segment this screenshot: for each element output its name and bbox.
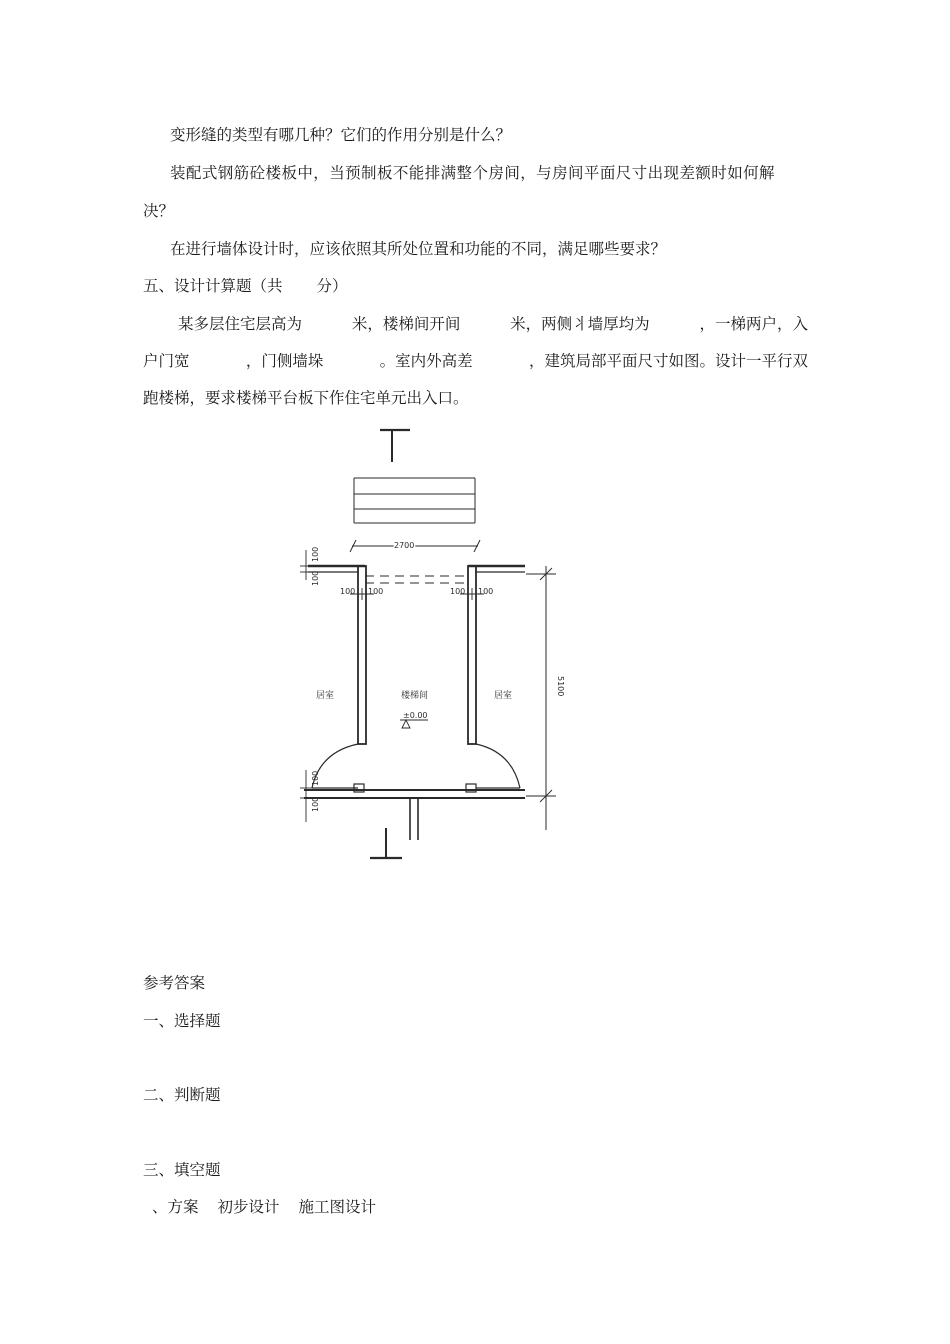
section-5-heading-text: 五、设计计算题（共	[143, 277, 283, 295]
dim-100-label: 100	[368, 587, 384, 596]
problem-text: ，一梯两户，入	[699, 315, 808, 333]
answer-text: 施工图设计	[298, 1198, 377, 1216]
answer-text: 、方案	[152, 1198, 199, 1216]
answers-fill-blank-item-1	[152, 1196, 376, 1218]
problem-text: 某多层住宅层高为	[178, 315, 303, 333]
dim-100-label: 100	[311, 796, 320, 812]
problem-text: 户门宽	[143, 352, 190, 370]
dim-100-label: 100	[311, 770, 320, 786]
question-precast-slab-text: 装配式钢筋砼楼板中，当预制板不能排满整个房间，与房间平面尺寸出现差额时如何解	[170, 164, 775, 182]
answers-section-choice: 一、选择题	[143, 1012, 221, 1030]
problem-text: ，门侧墙垛	[245, 352, 324, 370]
dim-2700-label: 2700	[394, 541, 415, 550]
dim-100-label: 100	[311, 546, 320, 562]
section-5-heading-score: 分）	[316, 277, 348, 295]
problem-text: 。室内外高差	[379, 352, 473, 370]
problem-text: 米，两侧丬墙厚均为	[510, 315, 650, 333]
dim-100-label: 100	[311, 570, 320, 586]
design-problem-line2	[143, 350, 808, 372]
problem-text: 米，楼梯间开间	[351, 315, 461, 333]
dim-100-label: 100	[478, 587, 494, 596]
dim-100-label: 100	[450, 587, 466, 596]
section-5-heading	[143, 275, 348, 297]
question-precast-slab-line2: 决？	[143, 202, 175, 220]
dim-right-label: 5100	[556, 676, 565, 697]
design-problem-line1	[178, 313, 808, 335]
answer-text: 初步设计	[217, 1198, 280, 1216]
answers-title: 参考答案	[143, 974, 206, 992]
question-precast-slab-line1	[170, 162, 808, 184]
room-label-stairwell: 楼梯间	[401, 691, 429, 701]
question-wall-design: 在进行墙体设计时，应该依照其所处位置和功能的不同，满足哪些要求？	[170, 240, 667, 258]
question-deformation-joints: 变形缝的类型有哪几种？它们的作用分别是什么？	[170, 126, 512, 144]
dim-100-label: 100	[340, 587, 356, 596]
problem-text: ，建筑局部平面尺寸如图。设计一平行双	[528, 352, 808, 370]
stair-floor-plan-figure	[290, 420, 580, 870]
answers-section-judgment: 二、判断题	[143, 1086, 221, 1104]
room-label-left: 居室	[316, 691, 335, 701]
elevation-label: ±0.00	[403, 711, 428, 720]
design-problem-line3: 跑楼梯，要求楼梯平台板下作住宅单元出入口。	[143, 389, 469, 407]
answers-section-fill-blank: 三、填空题	[143, 1161, 221, 1179]
room-label-right: 居室	[494, 691, 513, 701]
